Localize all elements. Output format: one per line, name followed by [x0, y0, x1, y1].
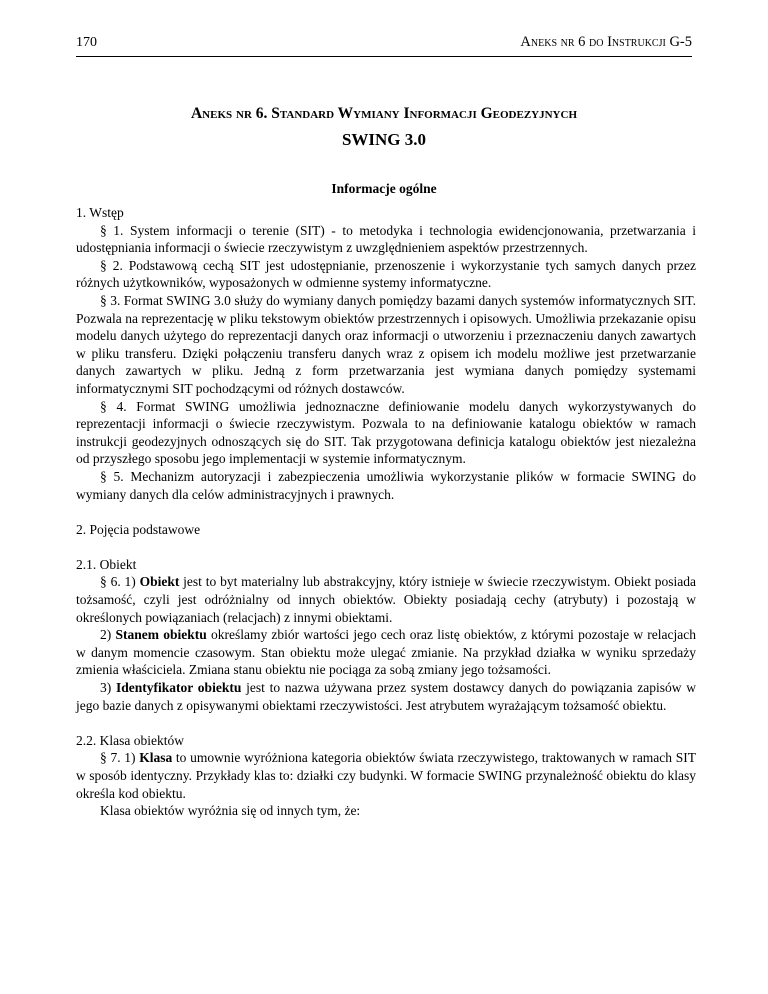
paragraph-7-1: [76, 749, 696, 802]
heading-basic-concepts: 2. Pojęcia podstawowe: [76, 521, 201, 537]
section-heading: Informacje ogólne: [331, 181, 437, 196]
page-header: [76, 34, 692, 54]
paragraph-7-2: Klasa obiektów wyróżnia się od innych tym, że:: [100, 803, 361, 819]
paragraph-prefix: 2): [100, 627, 116, 643]
header-rule: [76, 56, 692, 57]
paragraph-5: § 5. Mechanizm autoryzacji i zabezpieczenia umożliwia wykorzystanie plików w formacie SWING do wymiany danych dla celów administracyjnych i prawnych.: [76, 468, 696, 502]
term-class: Klasa: [139, 750, 173, 766]
heading-introduction: 1. Wstęp: [76, 205, 124, 220]
term-object-identifier: Identyfikator obiektu: [116, 680, 242, 696]
paragraph-2: § 2. Podstawową cechą SIT jest udostępnianie, przenoszenie i wykorzystanie tych samych danych przez różnych użytkowników, wyposażonych w odmienne systemy informatyczne.: [76, 257, 696, 291]
paragraph-1: § 1. System informacji o terenie (SIT) - to metodyka i technologia ewidencjonowania, przetwarzania i udostępniania informacji o świecie rzeczywistym z uwzględnieniem aspektów przestrzennych.: [76, 222, 696, 256]
annex-title: Aneks nr 6. Standard Wymiany Informacji Geodezyjnych: [190, 105, 578, 122]
paragraph-6-1: [76, 573, 696, 626]
paragraph-6-3: [76, 679, 696, 714]
spacer: [76, 714, 696, 732]
spacer: [76, 503, 696, 521]
paragraph-text: jest to byt materialny lub abstrakcyjny, który istnieje w świecie rzeczywistym. Obiekt posiada tożsamość, czyli jest odróżnialny od innych obiektów. Obiekty posiadają cechy (atrybuty) i pozostają w określonych powiązaniach (relacjach) z innymi obiektami.: [76, 574, 696, 625]
document-body: [76, 204, 696, 820]
paragraph-prefix: § 6. 1): [100, 574, 140, 590]
paragraph-text: to umownie wyróżniona kategoria obiektów świata rzeczywistego, traktowanych w ramach SIT w sposób identyczny. Przykłady klas to: działki czy budynki. W formacie SWING przynależność obiektu do klasy określa kod obiektu.: [76, 750, 696, 801]
heading-object: 2.1. Obiekt: [76, 556, 137, 572]
paragraph-text: jest to nazwa używana przez system dostawcy danych do powiązania zapisów w jego bazie danych z opisywanymi obiektami rzeczywistości. Jest atrybutem wyrażającym tożsamość obiektu.: [76, 680, 696, 713]
term-object: Obiekt: [139, 574, 180, 590]
paragraph-4: § 4. Format SWING umożliwia jednoznaczne definiowanie modelu danych wykorzystywanych do reprezentacji informacji o świecie rzeczywistym. Pozwala to na definiowanie katalogu obiektów w ramach instrukcji geodezyjnych odnoszących się do SIT. Tak przygotowana definicja katalogu obiektów jest niezależna od przyszłego sposobu jego implementacji w systemie informatycznym.: [76, 398, 696, 467]
page-number: 170: [76, 35, 97, 50]
running-title: Aneks nr 6 do Instrukcji G-5: [520, 34, 692, 50]
paragraph-prefix: 3): [100, 680, 117, 696]
swing-title: SWING 3.0: [341, 130, 427, 149]
paragraph-text: określamy zbiór wartości jego cech oraz listę obiektów, z którymi pozostaje w relacjach w danym momencie czasowym. Stan obiektu może ulegać zmianie. Na przykład działka w wyniku sprzedaży zmienia właściciela. Zmiana stanu obiektu nie pociąga za sobą zmiany jego tożsamości.: [76, 627, 697, 678]
heading-object-class: 2.2. Klasa obiektów: [76, 732, 184, 748]
term-object-state: Stanem obiektu: [115, 627, 207, 643]
paragraph-6-2: [76, 626, 696, 679]
paragraph-prefix: § 7. 1): [100, 750, 140, 766]
spacer: [76, 538, 696, 556]
paragraph-3: § 3. Format SWING 3.0 służy do wymiany danych pomiędzy bazami danych systemów informatycznych SIT. Pozwala na reprezentację w pliku tekstowym obiektów przestrzennych i opisowych. Umożliwia przekazanie opisu modelu danych użytego do reprezentacji danych oraz informacji o utworzeniu i przeznaczeniu danych zawartych w pliku transferu. Dzięki połączeniu transferu danych wraz z opisem ich modelu możliwe jest przetwarzanie danych zawartych w pliku. Jedną z form przetwarzania jest wymiana danych pomiędzy systemami informatycznymi SIT pochodzącymi od różnych dostawców.: [76, 292, 696, 396]
